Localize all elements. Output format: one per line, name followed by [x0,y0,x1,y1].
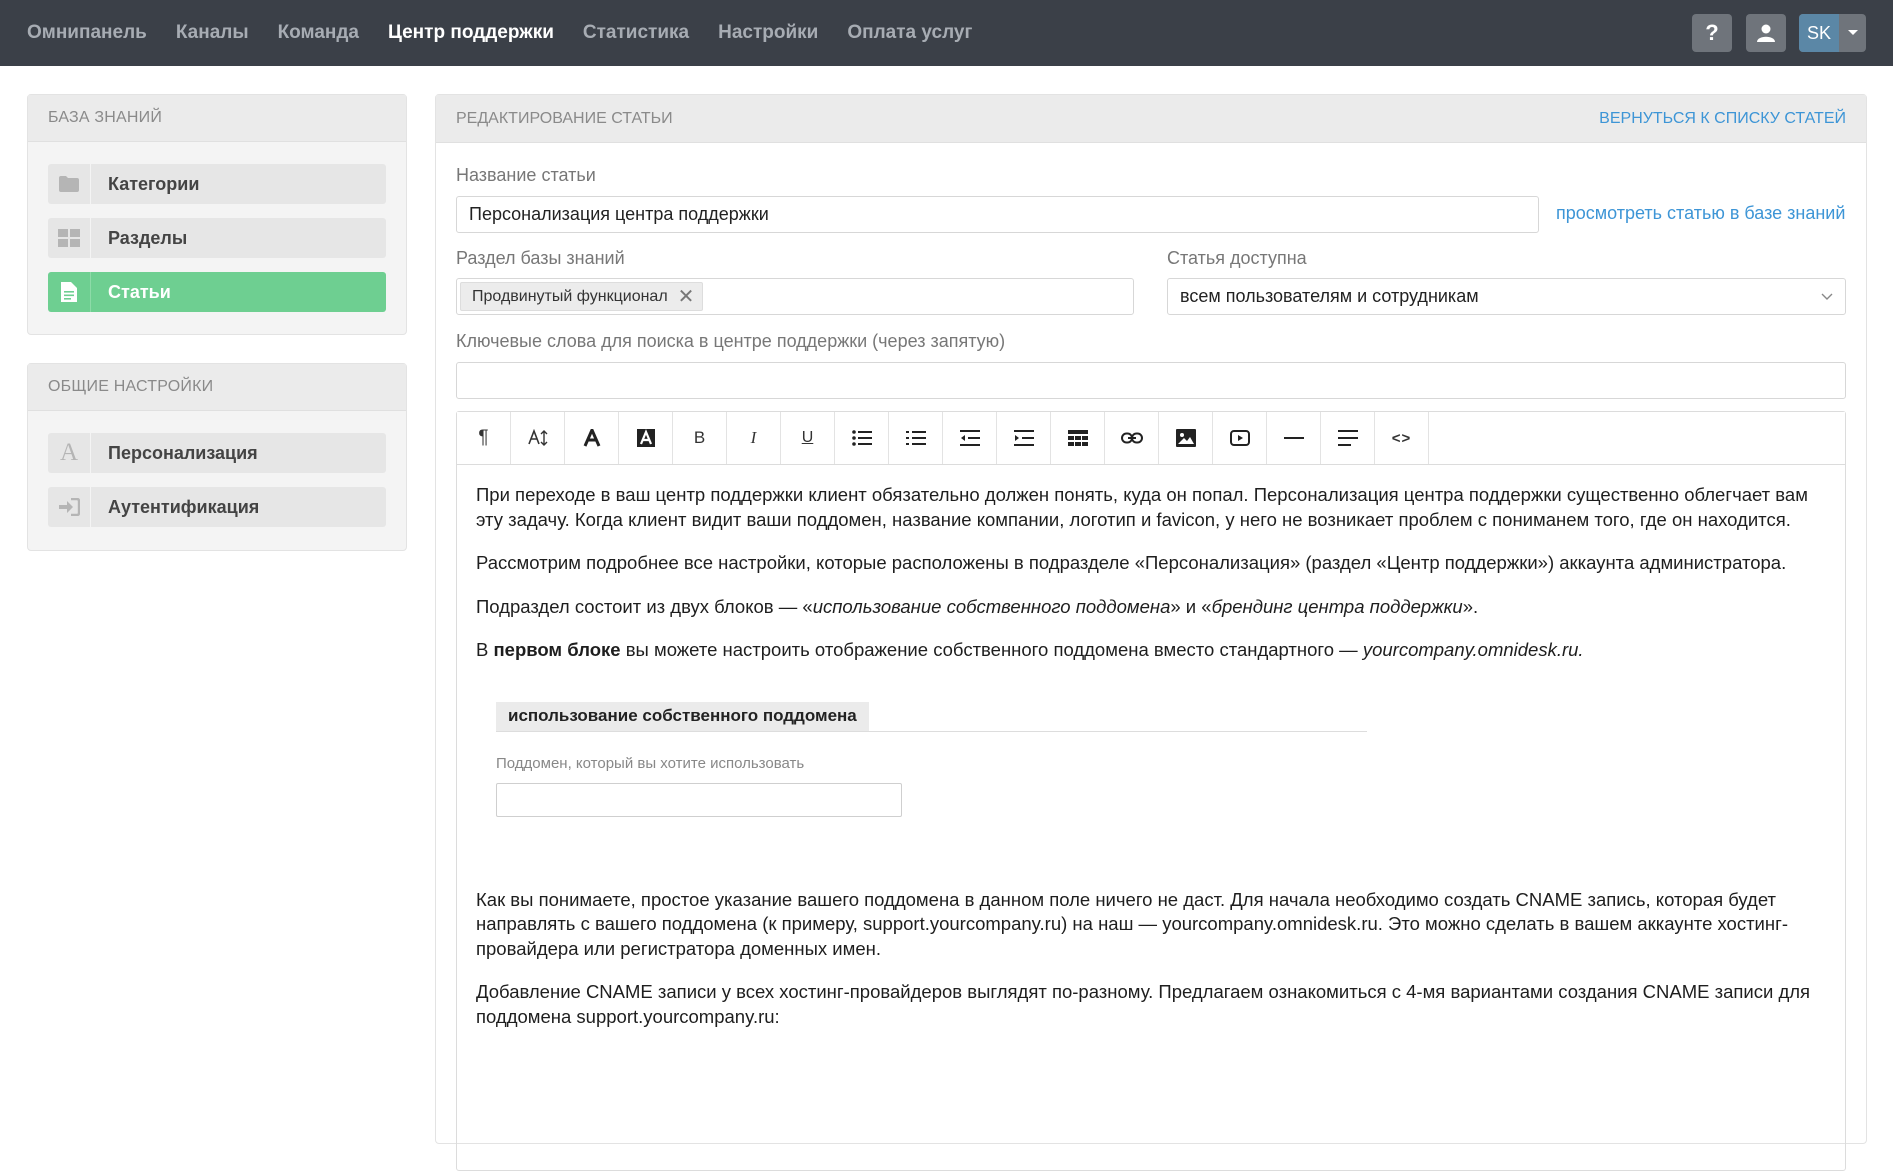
image-button[interactable] [1159,412,1213,464]
emphasis-default-domain: yourcompany.omnidesk.ru. [1362,639,1584,660]
underline-button[interactable] [781,412,835,464]
italic-icon: I [750,428,757,447]
video-icon [1230,430,1250,446]
back-to-articles-link[interactable]: ВЕРНУТЬСЯ К СПИСКУ СТАТЕЙ [1599,110,1846,127]
nav-statistics[interactable]: Статистика [582,22,690,43]
article-name-label: Название статьи [456,165,596,185]
text-color-icon [583,429,601,447]
indent-icon [1014,430,1034,446]
emphasis-subdomain: использование собственного поддомена [812,595,1171,617]
sidebar-item-sections[interactable] [48,218,386,258]
avatar: SK [1799,14,1839,52]
paragraph-icon: ¶ [478,427,489,448]
general-settings-title: ОБЩИЕ НАСТРОЙКИ [28,364,406,411]
screenshot-subdomain-input [496,783,902,817]
paragraph-first-block: В первом блоке вы можете настроить отображение собственного поддомена вместо стандартного — yourcompany.omnidesk.ru. [476,639,1584,660]
sidebar-item-label: Аутентификация [108,496,260,517]
keywords-input[interactable] [456,362,1846,399]
screenshot-section-title: использование собственного поддомена [496,702,869,731]
unordered-list-icon [852,430,872,446]
chevron-down-icon [1821,293,1833,301]
outdent-icon [960,430,980,446]
document-icon [48,272,91,312]
sidebar-item-label: Персонализация [108,442,258,463]
horizontal-rule-icon [1284,436,1304,440]
kb-panel [27,94,407,335]
sidebar-item-articles[interactable] [48,272,386,312]
nav-billing[interactable]: Оплата услуг [847,22,973,43]
question-icon: ? [1705,20,1719,45]
profile-button[interactable] [1746,14,1786,52]
strong-first-block: первом блоке [493,639,621,660]
folder-icon [48,164,91,204]
kb-section-tag-label: Продвинутый функционал [472,287,668,305]
nav-settings[interactable]: Настройки [718,22,819,43]
html-code-button[interactable] [1375,412,1429,464]
nav-team[interactable]: Команда [277,22,359,43]
access-select-value: всем пользователям и сотрудникам [1180,286,1479,306]
italic-button[interactable] [727,412,781,464]
html-code-icon: <> [1391,429,1412,447]
outdent-button[interactable] [943,412,997,464]
font-icon [48,433,91,473]
nav-omnipanel[interactable]: Омнипанель [27,22,147,43]
rich-text-editor [456,411,1846,1171]
grid-icon [48,218,91,258]
close-icon[interactable]: ✕ [677,285,695,308]
sidebar-item-label: Категории [108,173,200,194]
table-icon [1068,430,1088,446]
general-settings-panel [27,363,407,551]
user-icon [1756,23,1776,43]
background-color-button[interactable] [619,412,673,464]
sidebar-item-label: Статьи [108,281,171,302]
kb-section-tag [460,282,703,311]
screenshot-divider [496,731,1367,732]
font-size-button[interactable] [511,412,565,464]
emphasis-branding: брендинг центра поддержки [1211,595,1463,617]
ordered-list-button[interactable] [889,412,943,464]
horizontal-rule-button[interactable] [1267,412,1321,464]
article-editor-header [436,95,1866,143]
underline-icon: U [801,429,814,446]
editor-toolbar [457,412,1845,465]
kb-section-select[interactable] [456,278,1134,315]
access-select[interactable] [1167,278,1846,315]
bold-icon: B [693,428,706,447]
access-label: Статья доступна [1167,248,1307,268]
page-title: РЕДАКТИРОВАНИЕ СТАТЬИ [456,110,673,127]
bold-button[interactable] [673,412,727,464]
sidebar-item-categories[interactable] [48,164,386,204]
ordered-list-icon [906,430,926,446]
keywords-label: Ключевые слова для поиска в центре поддержки (через запятую) [456,331,1006,351]
paragraph-cname: Как вы понимаете, простое указание вашего поддомена в данном поле ничего не даст. Для начала необходимо создать CNAME запись, которая будет направлять с вашего поддомена (к примеру, support.yourcompany.ru) на наш — yourcompany.omnidesk.ru. Это можно сделать в вашем аккаунте хостинг-провайдера или регистратора доменных имен. [476,888,1789,959]
nav-support-center[interactable]: Центр поддержки [388,22,554,43]
indent-button[interactable] [997,412,1051,464]
view-article-link[interactable]: просмотреть статью в базе знаний [1556,203,1846,223]
embedded-screenshot [476,682,1826,888]
editor-content[interactable] [457,465,1845,1029]
text-color-button[interactable] [565,412,619,464]
link-button[interactable] [1105,412,1159,464]
align-icon [1338,430,1358,446]
table-button[interactable] [1051,412,1105,464]
sign-in-icon [48,487,91,527]
top-navbar [0,0,1893,66]
paragraph-intro: При переходе в ваш центр поддержки клиент обязательно должен понять, куда он попал. Персонализация центра поддержки существенно облегчает вам эту задачу. Когда клиент видит ваши поддомен, название компании, логотип и favicon, у него не возникает проблем с пониманем того, где он находится. [476,484,1808,530]
kb-section-label: Раздел базы знаний [456,248,625,268]
paragraph-providers: Добавление CNAME записи у всех хостинг-провайдеров выглядят по-разному. Предлагаем ознакомиться с 4-мя вариантами создания CNAME записи для поддомена support.yourcompany.ru: [476,981,1811,1027]
paragraph-blocks: Подраздел состоит из двух блоков — «использование собственного поддомена» и «брендинг центра поддержки». [476,595,1479,617]
image-icon [1176,429,1196,447]
nav-channels[interactable]: Каналы [175,22,249,43]
paragraph-format-button[interactable] [457,412,511,464]
sidebar-item-personalization[interactable] [48,433,386,473]
paragraph-settings: Рассмотрим подробнее все настройки, которые расположены в подразделе «Персонализация» (раздел «Центр поддержки») аккаунта администратора. [476,552,1787,573]
caret-down-icon [1839,14,1866,52]
kb-panel-title: БАЗА ЗНАНИЙ [28,95,406,142]
help-button[interactable] [1692,14,1732,52]
background-color-icon [637,429,655,447]
main-nav [27,0,1001,66]
account-menu-button[interactable] [1799,14,1866,52]
font-icon-glyph: A [59,439,79,466]
sidebar-item-authentication[interactable] [48,487,386,527]
sidebar-item-label: Разделы [108,227,188,248]
unordered-list-button[interactable] [835,412,889,464]
article-editor-panel [435,94,1867,1144]
screenshot-field-label: Поддомен, который вы хотите использовать [496,754,805,772]
video-button[interactable] [1213,412,1267,464]
align-button[interactable] [1321,412,1375,464]
font-size-icon [528,429,548,447]
link-icon [1121,432,1143,444]
article-name-input[interactable]: Персонализация центра поддержки [456,196,1539,233]
